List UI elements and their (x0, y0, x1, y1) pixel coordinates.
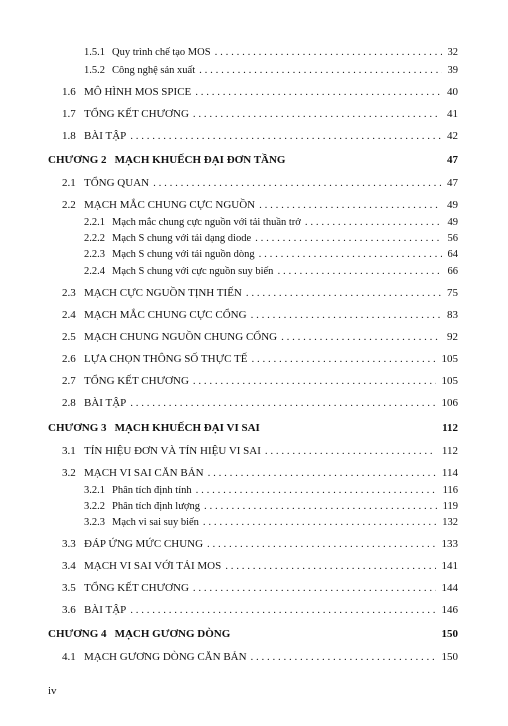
toc-entry (62, 285, 458, 301)
toc-entry-number: 3.5 (62, 582, 76, 594)
toc-entry-page: 83 (447, 309, 458, 321)
toc-entry (62, 106, 458, 122)
toc-entry-number: CHƯƠNG 4 (48, 628, 107, 640)
toc-entry-title: Mạch S chung với tải nguồn dòng (112, 249, 255, 260)
toc-entry-page: 47 (447, 177, 458, 189)
toc-entry (62, 197, 458, 213)
toc-entry-title: MẠCH KHUẾCH ĐẠI VI SAI (114, 422, 260, 434)
toc-entry-number: 1.8 (62, 130, 76, 142)
toc-entry-number: 1.5.1 (84, 47, 105, 58)
toc-entry (62, 580, 458, 596)
toc-entry (84, 44, 458, 60)
toc-entry-page: 47 (447, 154, 458, 166)
toc-entry (62, 602, 458, 618)
dot-leader (193, 106, 441, 122)
toc-entry-page: 92 (447, 331, 458, 343)
toc-entry-number: 2.2.2 (84, 233, 105, 244)
toc-entry-page: 144 (441, 582, 458, 594)
toc-entry-number: 2.7 (62, 375, 76, 387)
dot-leader (193, 580, 436, 596)
toc-entry (62, 329, 458, 345)
dot-leader (153, 175, 441, 191)
toc-entry-number: 2.2.1 (84, 217, 105, 228)
toc-entry-number: 2.3 (62, 287, 76, 299)
toc-entry (62, 558, 458, 574)
toc-entry-number: 4.1 (62, 651, 76, 663)
toc-entry-page: 39 (447, 65, 458, 76)
toc-entry-number: 3.1 (62, 445, 76, 457)
toc-entry-page: 105 (441, 375, 458, 387)
toc-entry-title: MẠCH MẮC CHUNG CỰC NGUỒN (84, 199, 256, 211)
toc-entry (62, 128, 458, 144)
toc-entry (62, 373, 458, 389)
toc-entry-page: 150 (441, 651, 458, 663)
toc-entry-number: 2.2.4 (84, 266, 105, 277)
toc-entry (62, 649, 458, 665)
dot-leader (207, 536, 435, 552)
toc-entry-number: 3.3 (62, 538, 76, 550)
dot-leader (246, 285, 441, 301)
toc-entry-page: 114 (441, 467, 458, 479)
toc-entry-number: CHƯƠNG 2 (48, 154, 107, 166)
toc-entry-page: 49 (447, 217, 458, 228)
dot-leader (225, 558, 435, 574)
toc-entry-title: MẠCH VI SAI CĂN BẢN (84, 467, 204, 479)
dot-leader (195, 84, 441, 100)
dot-leader (199, 62, 441, 78)
toc-entry-page: 133 (441, 538, 458, 550)
dot-leader (305, 214, 442, 230)
toc-entry-number: 2.4 (62, 309, 76, 321)
toc-entry-title: TỔNG KẾT CHƯƠNG (84, 375, 189, 387)
toc-entry-number: 3.4 (62, 560, 76, 572)
toc-entry-page: 40 (447, 86, 458, 98)
dot-leader (130, 395, 435, 411)
toc-entry-title: Phân tích định lượng (112, 501, 200, 512)
toc-entry-title: MẠCH CỰC NGUỒN TỊNH TIẾN (84, 287, 242, 299)
toc-entry-title: MẠCH VI SAI VỚI TẢI MOS (84, 560, 222, 572)
toc-entry (84, 230, 458, 246)
dot-leader (215, 44, 442, 60)
toc-entry-number: 2.5 (62, 331, 76, 343)
toc-entry-number: 2.2 (62, 199, 76, 211)
toc-entry (84, 214, 458, 230)
toc-entry-number: 1.5.2 (84, 65, 105, 76)
toc-entry-title: TỔNG QUAN (84, 177, 150, 189)
toc-entry-page: 141 (441, 560, 458, 572)
toc-entry-page: 56 (447, 233, 458, 244)
toc-entry (84, 482, 458, 498)
toc-entry-title: Mạch vi sai suy biến (112, 517, 199, 528)
dot-leader (203, 514, 436, 530)
dot-leader (208, 465, 436, 481)
toc-entry-title: TỔNG KẾT CHƯƠNG (84, 582, 189, 594)
toc-entry-page: 106 (441, 397, 458, 409)
toc-entry-title: Công nghệ sản xuất (112, 65, 196, 76)
toc-entry-number: 3.2.1 (84, 485, 105, 496)
toc-entry (84, 498, 458, 514)
toc-entry (62, 175, 458, 191)
dot-leader (255, 230, 441, 246)
page-number: iv (48, 685, 57, 697)
toc-entry-page: 150 (441, 628, 458, 640)
dot-leader (259, 246, 442, 262)
toc-entry-number: 2.6 (62, 353, 76, 365)
toc-entry (62, 443, 458, 459)
toc-chapter-entry (48, 626, 458, 642)
toc-entry-title: BÀI TẬP (84, 397, 127, 409)
toc-entry (84, 514, 458, 530)
toc-entry-page: 146 (441, 604, 458, 616)
toc-entry-page: 66 (447, 266, 458, 277)
toc-entry-page: 119 (442, 501, 458, 512)
toc-entry-page: 112 (441, 445, 458, 457)
toc-entry (62, 307, 458, 323)
toc-entry-title: TÍN HIỆU ĐƠN VÀ TÍN HIỆU VI SAI (84, 445, 261, 457)
toc-entry-page: 75 (447, 287, 458, 299)
dot-leader (251, 649, 436, 665)
toc-entry-title: ĐÁP ỨNG MỨC CHUNG (84, 538, 204, 550)
dot-leader (277, 263, 441, 279)
toc-entry-number: 3.2.2 (84, 501, 105, 512)
toc-entry (62, 351, 458, 367)
toc-entry-title: BÀI TẬP (84, 130, 127, 142)
toc-entry-page: 32 (447, 47, 458, 58)
dot-leader (259, 197, 441, 213)
toc-entry-title: MẠCH CHUNG NGUỒN CHUNG CỔNG (84, 331, 278, 343)
toc-entry-title: MẠCH GƯƠNG DÒNG (114, 628, 231, 640)
toc-entry-title: LỰA CHỌN THÔNG SỐ THỰC TẾ (84, 353, 248, 365)
dot-leader (130, 128, 441, 144)
toc-entry-number: 1.6 (62, 86, 76, 98)
toc-entry-title: Mạch mắc chung cực nguồn với tải thuần trở (112, 217, 301, 228)
toc-entry-title: Quy trình chế tạo MOS (112, 47, 211, 58)
toc-entry-page: 49 (447, 199, 458, 211)
toc-entry-title: MẠCH MẮC CHUNG CỰC CỔNG (84, 309, 247, 321)
toc-entry-title: Phân tích định tính (112, 485, 192, 496)
toc-entry-title: MẠCH GƯƠNG DÒNG CĂN BẢN (84, 651, 247, 663)
dot-leader (281, 329, 441, 345)
toc-entry-title: BÀI TẬP (84, 604, 127, 616)
toc-entry-number: 1.7 (62, 108, 76, 120)
toc-entry (62, 395, 458, 411)
toc-entry (62, 465, 458, 481)
toc-entry-page: 42 (447, 130, 458, 142)
toc-entry (84, 263, 458, 279)
toc-entry-title: TỔNG KẾT CHƯƠNG (84, 108, 189, 120)
toc-entry (62, 536, 458, 552)
dot-leader (251, 307, 441, 323)
toc-entry-page: 116 (442, 485, 458, 496)
toc-entry-page: 132 (442, 517, 458, 528)
toc-entry-number: CHƯƠNG 3 (48, 422, 107, 434)
toc-entry-title: MẠCH KHUẾCH ĐẠI ĐƠN TẦNG (114, 154, 286, 166)
toc-chapter-entry (48, 152, 458, 168)
toc-entry-number: 2.2.3 (84, 249, 105, 260)
toc-entry (84, 62, 458, 78)
toc-entry (84, 246, 458, 262)
toc-entry-page: 41 (447, 108, 458, 120)
toc-entry-number: 3.6 (62, 604, 76, 616)
toc-entry-title: Mạch S chung với tải dạng diode (112, 233, 252, 244)
dot-leader (196, 482, 437, 498)
toc-entry-number: 3.2 (62, 467, 76, 479)
dot-leader (204, 498, 437, 514)
toc-entry (62, 84, 458, 100)
toc-chapter-entry (48, 420, 458, 436)
toc-entry-number: 2.8 (62, 397, 76, 409)
dot-leader (193, 373, 436, 389)
toc-entry-page: 64 (447, 249, 458, 260)
toc-entry-page: 105 (441, 353, 458, 365)
dot-leader (265, 443, 436, 459)
toc-entry-page: 112 (442, 422, 458, 434)
dot-leader (130, 602, 435, 618)
toc-entry-number: 2.1 (62, 177, 76, 189)
toc-entry-title: MÔ HÌNH MOS SPICE (84, 86, 192, 98)
dot-leader (251, 351, 435, 367)
toc-entry-number: 3.2.3 (84, 517, 105, 528)
toc-entry-title: Mạch S chung với cực nguồn suy biến (112, 266, 274, 277)
